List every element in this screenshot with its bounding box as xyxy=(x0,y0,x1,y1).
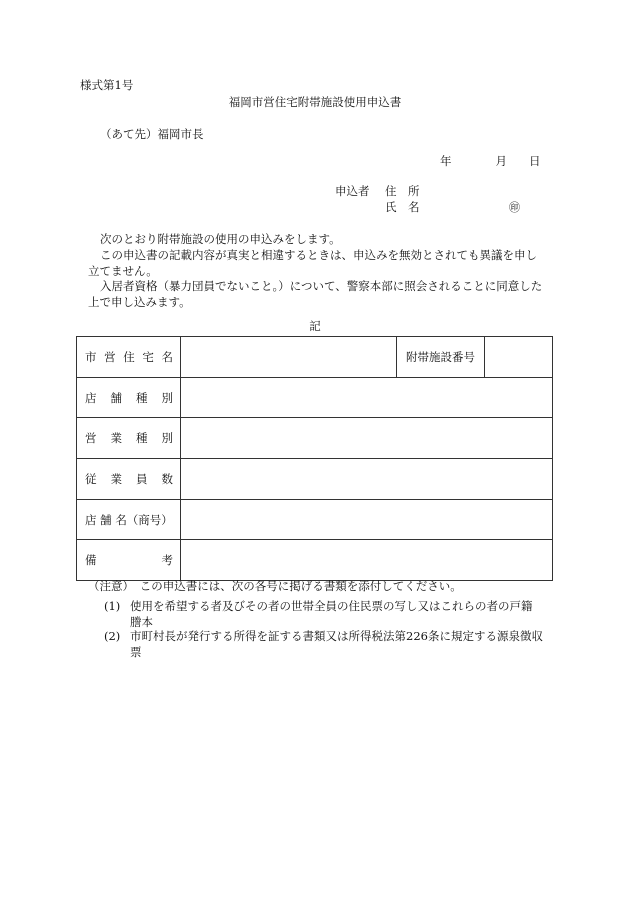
label-housing-name-text: 市 営 住 宅 名 xyxy=(85,349,173,364)
applicant-heading: 申込者 xyxy=(335,184,370,198)
paragraph-consent xyxy=(88,278,552,310)
date-year-label: 年 xyxy=(440,154,452,168)
note-item-2-line1: 市町村長が発行する所得を証する書類又は所得税法第226条に規定する源泉徴収 xyxy=(130,629,543,643)
label-facility-number: 附帯施設番号 xyxy=(397,337,485,378)
paragraph-truthfulness-line1: この申込書の記載内容が真実と相違するときは、申込みを無効とされても異議を申し xyxy=(100,248,537,262)
paragraph-consent-line1: 入居者資格（暴力団員でないこと。）について、警察本部に照会されることに同意した xyxy=(100,279,543,293)
table-row xyxy=(77,459,553,500)
table-row xyxy=(77,418,553,459)
document-title: 福岡市営住宅附帯施設使用申込書 xyxy=(228,95,402,109)
label-store-name: 店 舗 名（商号） xyxy=(77,499,181,540)
store-type-field[interactable] xyxy=(181,377,553,418)
remarks-field[interactable] xyxy=(181,540,553,581)
applicant-address-line xyxy=(335,186,420,198)
housing-name-field[interactable] xyxy=(181,337,397,378)
date-line xyxy=(440,156,541,168)
date-month-label: 月 xyxy=(495,154,507,168)
table-row xyxy=(77,540,553,581)
table-row xyxy=(77,499,553,540)
seal-mark: ㊞ xyxy=(509,201,520,214)
date-day-label: 日 xyxy=(529,154,541,168)
note-item-1-line1: 使用を希望する者及びその者の世帯全員の住民票の写し又はこれらの者の戸籍 xyxy=(130,599,533,613)
note-item-2 xyxy=(104,628,556,660)
paragraph-request xyxy=(88,231,552,247)
application-table xyxy=(76,336,553,581)
facility-number-field[interactable] xyxy=(485,337,553,378)
label-housing-name xyxy=(77,337,181,378)
note-item-2-number: (2) xyxy=(104,629,121,643)
label-business-type: 営 業 種 別 xyxy=(77,418,181,459)
ki-heading: 記 xyxy=(309,319,321,333)
note-item-1 xyxy=(104,598,556,630)
paragraph-truthfulness-line2: 立てません。 xyxy=(88,264,158,278)
table-row xyxy=(77,377,553,418)
paragraph-truthfulness xyxy=(88,247,552,279)
addressee: （あて先）福岡市長 xyxy=(100,127,204,141)
label-store-type: 店 舗 種 別 xyxy=(77,377,181,418)
note-item-1-number: (1) xyxy=(104,599,121,613)
name-label: 氏 名 xyxy=(385,200,420,214)
label-remarks: 備 考 xyxy=(77,540,181,581)
note-item-1-line2: 謄本 xyxy=(130,615,153,629)
store-name-field[interactable] xyxy=(181,499,553,540)
note-item-2-line2: 票 xyxy=(130,645,142,659)
form-number: 様式第1号 xyxy=(80,78,134,92)
paragraph-consent-line2: 上で申し込みます。 xyxy=(88,295,191,309)
table-row xyxy=(77,337,553,378)
notes-heading: （注意） この申込書には、次の各号に掲げる書類を添付してください。 xyxy=(88,579,462,593)
paragraph-request-text: 次のとおり附帯施設の使用の申込みをします。 xyxy=(100,232,341,246)
label-employee-count: 従 業 員 数 xyxy=(77,459,181,500)
address-label: 住 所 xyxy=(385,184,420,198)
business-type-field[interactable] xyxy=(181,418,553,459)
employee-count-field[interactable] xyxy=(181,459,553,500)
